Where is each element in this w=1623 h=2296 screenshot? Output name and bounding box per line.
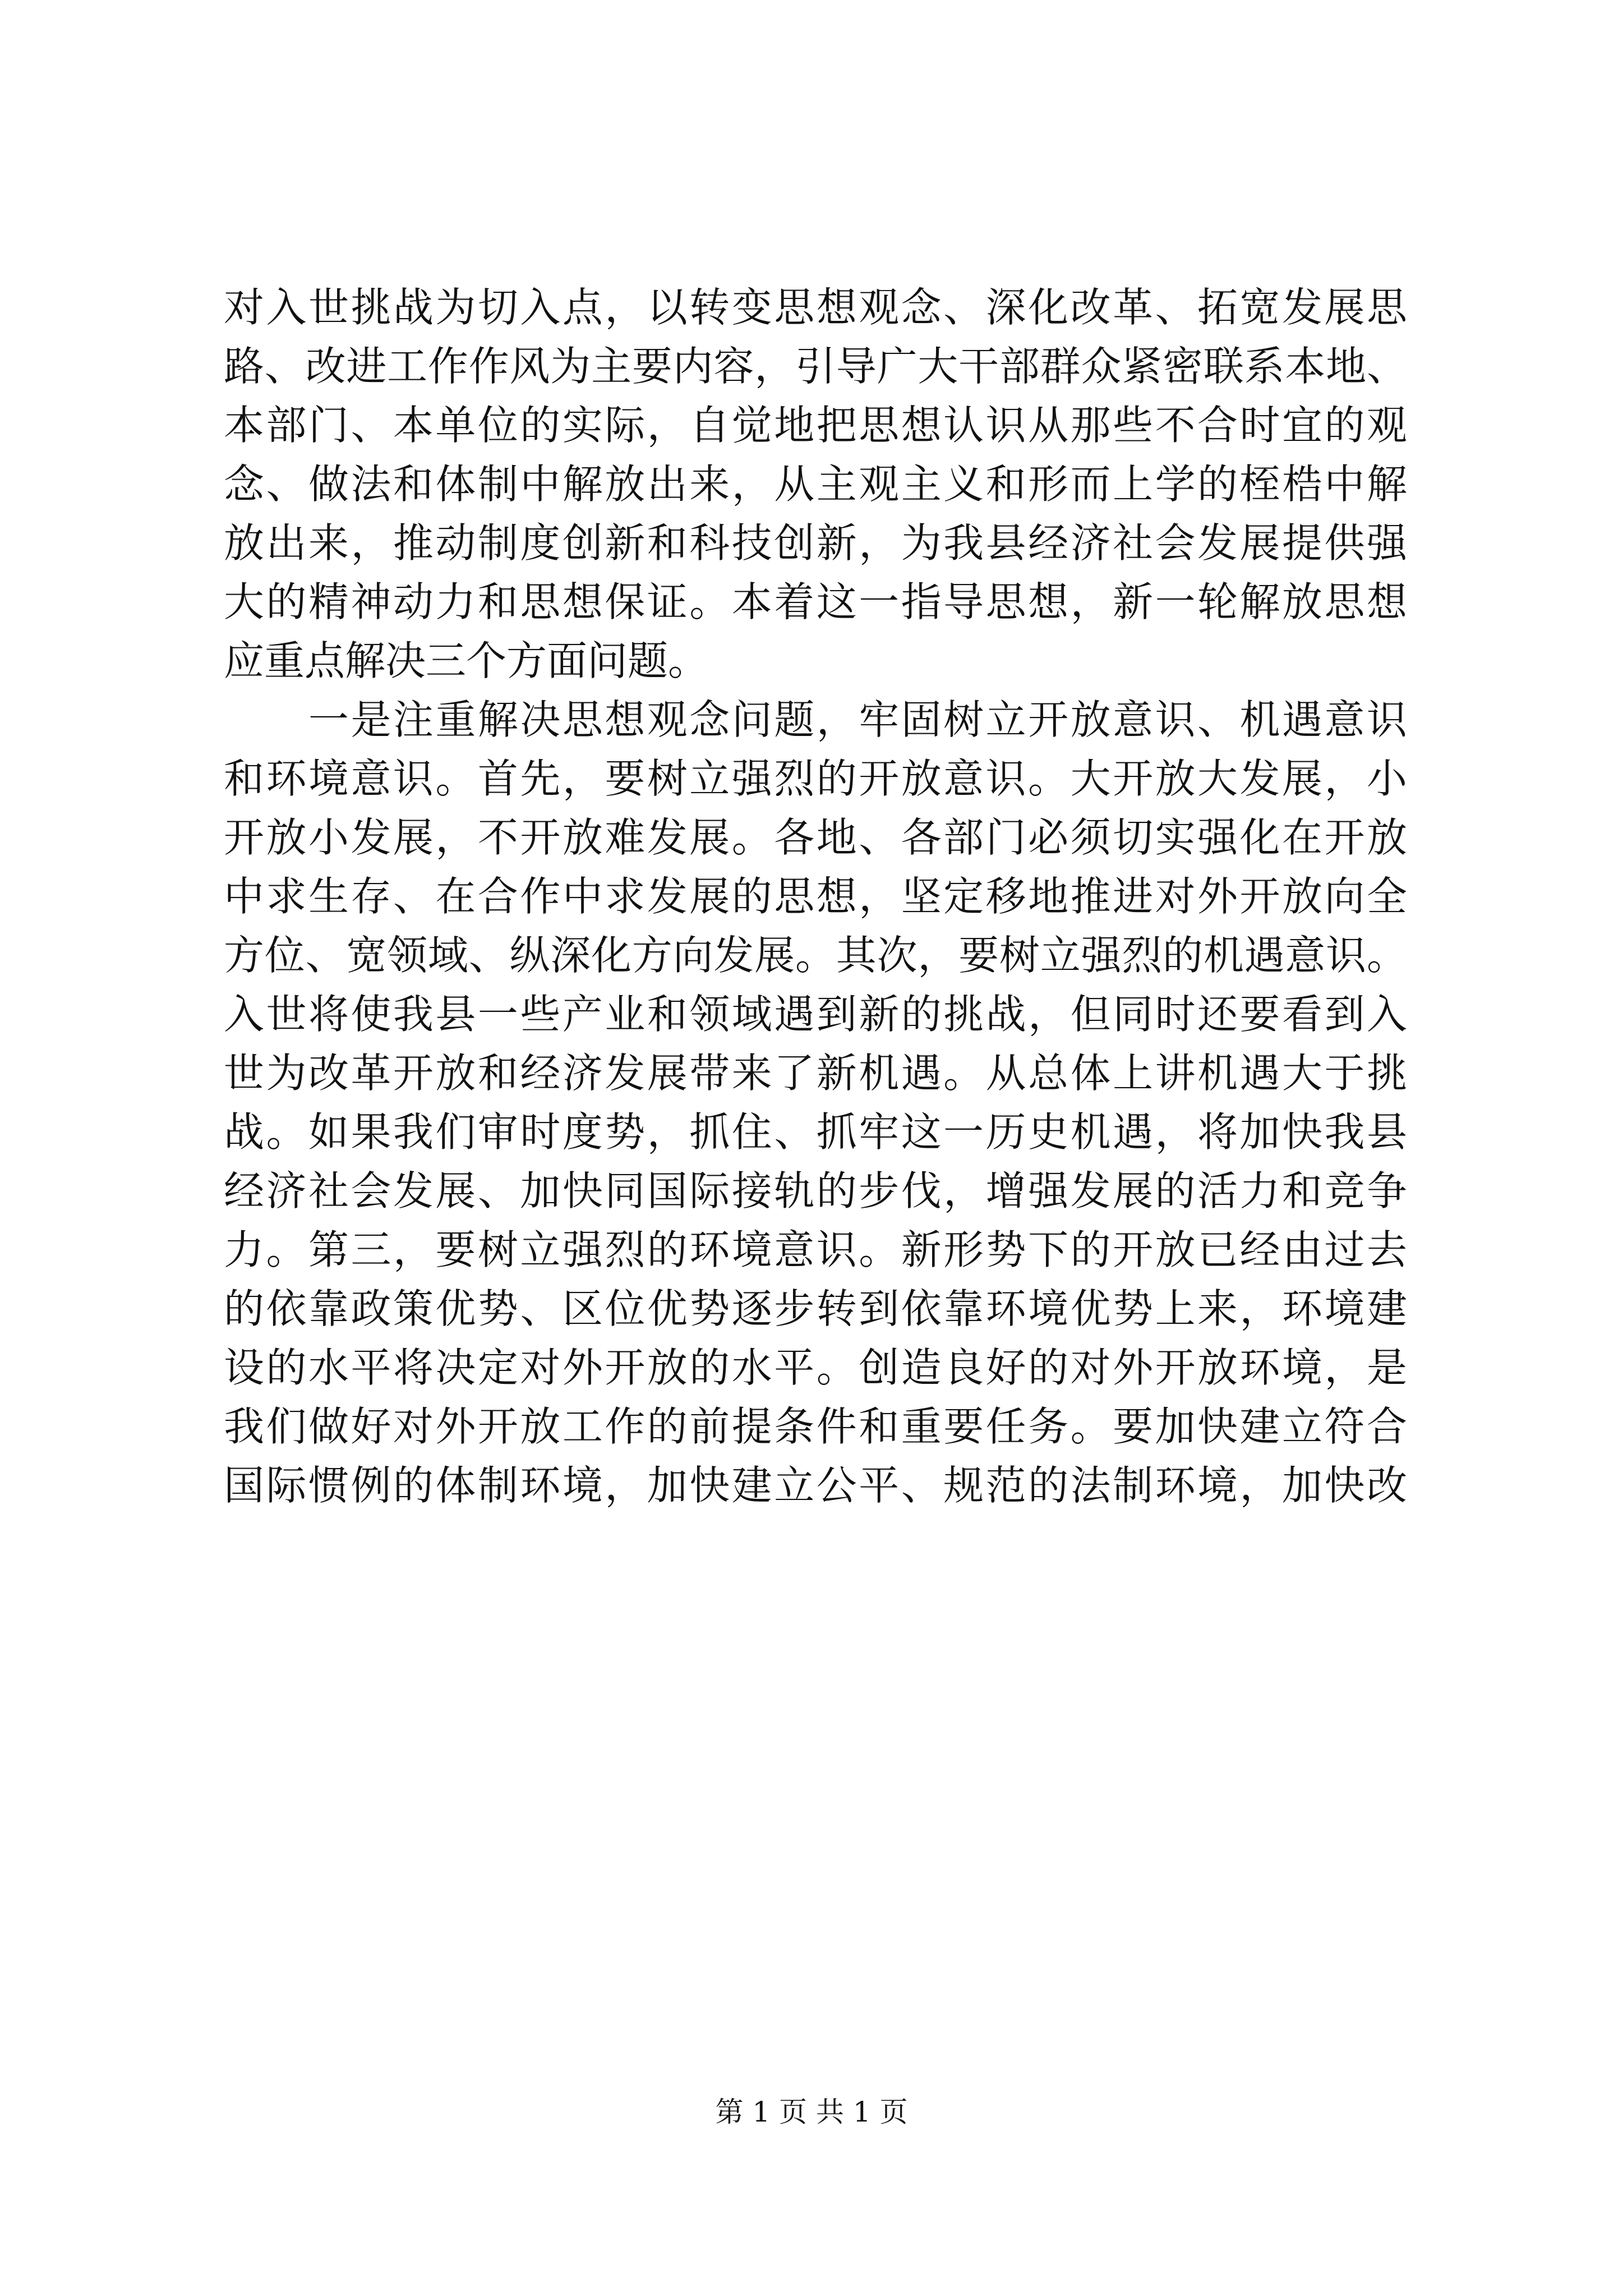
text-line: 本部门、本单位的实际，自觉地把思想认识从那些不合时宜的观 [224, 402, 1407, 449]
text-line: 和环境意识。首先，要树立强烈的开放意识。大开放大发展，小 [224, 755, 1407, 802]
text-line: 大的精神动力和思想保证。本着这一指导思想，新一轮解放思想 [224, 578, 1407, 625]
text-line: 放出来，推动制度创新和科技创新，为我县经济社会发展提供强 [224, 519, 1407, 567]
text-line: 方位、宽领域、纵深化方向发展。其次，要树立强烈的机遇意识。 [224, 932, 1407, 979]
text-line: 战。如果我们审时度势，抓住、抓牢这一历史机遇，将加快我县 [224, 1108, 1407, 1156]
text-line: 开放小发展，不开放难发展。各地、各部门必须切实强化在开放 [224, 814, 1407, 861]
text-line: 世为改革开放和经济发展带来了新机遇。从总体上讲机遇大于挑 [224, 1050, 1407, 1097]
text-line: 经济社会发展、加快同国际接轨的步伐，增强发展的活力和竞争 [224, 1167, 1407, 1214]
text-line: 设的水平将决定对外开放的水平。创造良好的对外开放环境，是 [224, 1344, 1407, 1391]
text-line: 一是注重解决思想观念问题，牢固树立开放意识、机遇意识 [224, 696, 1407, 743]
text-line: 对入世挑战为切入点，以转变思想观念、深化改革、拓宽发展思 [224, 284, 1407, 331]
text-line: 国际惯例的体制环境，加快建立公平、规范的法制环境，加快改 [224, 1462, 1407, 1509]
text-line: 路、改进工作作风为主要内容，引导广大干部群众紧密联系本地、 [224, 343, 1407, 390]
text-line: 力。第三，要树立强烈的环境意识。新形势下的开放已经由过去 [224, 1226, 1407, 1273]
text-line: 应重点解决三个方面问题。 [224, 637, 709, 684]
text-line: 念、做法和体制中解放出来，从主观主义和形而上学的桎梏中解 [224, 461, 1407, 508]
text-line: 中求生存、在合作中求发展的思想，坚定移地推进对外开放向全 [224, 873, 1407, 920]
text-line: 入世将使我县一些产业和领域遇到新的挑战，但同时还要看到入 [224, 991, 1407, 1038]
body-text [224, 278, 1407, 1515]
page-footer: 第 1 页 共 1 页 [715, 2096, 908, 2128]
text-line: 的依靠政策优势、区位优势逐步转到依靠环境优势上来，环境建 [224, 1285, 1407, 1332]
text-line: 我们做好对外开放工作的前提条件和重要任务。要加快建立符合 [224, 1403, 1407, 1450]
